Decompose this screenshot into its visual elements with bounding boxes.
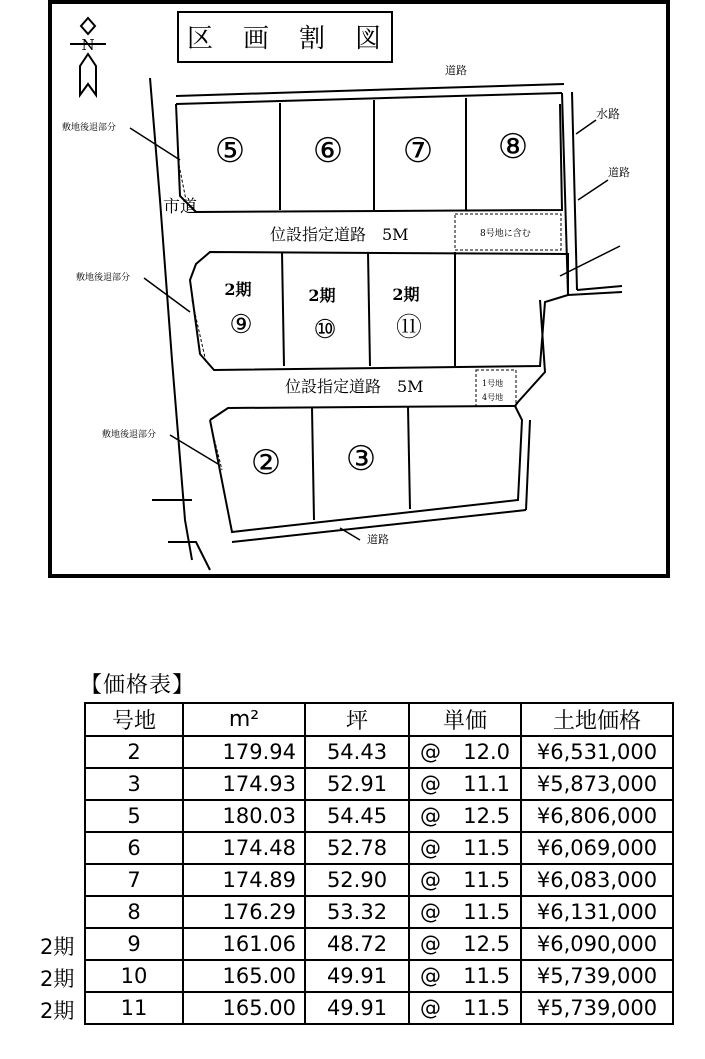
- north-arrow-icon: [70, 18, 106, 95]
- area-cell: 179.94: [183, 736, 305, 768]
- setback-label-3: 敷地後退部分: [102, 430, 157, 440]
- unit-price-cell: [409, 928, 521, 960]
- at-symbol: @: [420, 964, 441, 988]
- unit-price-value: 11.5: [463, 900, 510, 924]
- unit-price-cell: [409, 736, 521, 768]
- unit-price-cell: [409, 896, 521, 928]
- lot-9-phase: 2期: [224, 280, 252, 299]
- phase-tag: 2期: [40, 999, 75, 1023]
- road-bottom-label: 道路: [367, 533, 389, 546]
- table-row: [85, 768, 673, 800]
- lot-7-label: ⑦: [402, 131, 434, 171]
- lot-cell: 8: [85, 896, 183, 928]
- table-row: [85, 800, 673, 832]
- land-price-cell: ¥6,090,000: [521, 928, 673, 960]
- phase-tag: 2期: [40, 967, 75, 991]
- lot-cell: 10: [85, 960, 183, 992]
- lot-cell: 11: [85, 992, 183, 1024]
- at-symbol: @: [420, 804, 441, 828]
- area-cell: 174.93: [183, 768, 305, 800]
- note-small-2: 4号地: [482, 393, 504, 402]
- land-price-cell: ¥5,739,000: [521, 960, 673, 992]
- land-price-cell: ¥5,873,000: [521, 768, 673, 800]
- lot-5-label: ⑤: [214, 131, 246, 171]
- unit-price-cell: [409, 864, 521, 896]
- land-price-cell: ¥6,531,000: [521, 736, 673, 768]
- table-row: [85, 896, 673, 928]
- area-cell: 180.03: [183, 800, 305, 832]
- city-road-label: 市道: [163, 197, 197, 217]
- note-small-1: 1号地: [482, 379, 504, 388]
- map-title: 区 画 割 図: [186, 24, 384, 54]
- unit-price-value: 12.5: [463, 804, 510, 828]
- setback-label-2: 敷地後退部分: [76, 273, 131, 283]
- unit-price-cell: [409, 960, 521, 992]
- header-land-price: 土地価格: [521, 703, 673, 736]
- lot-8-label: ⑧: [497, 127, 529, 167]
- city-road-lines: [150, 78, 210, 570]
- tsubo-cell: 53.32: [305, 896, 409, 928]
- lot-cell: 3: [85, 768, 183, 800]
- price-table-body: [85, 736, 673, 1024]
- tsubo-cell: 54.43: [305, 736, 409, 768]
- table-row: [85, 928, 673, 960]
- tsubo-cell: 49.91: [305, 992, 409, 1024]
- header-unit-price: 単価: [409, 703, 521, 736]
- lot-6-label: ⑥: [312, 131, 344, 171]
- table-row: [85, 832, 673, 864]
- lot-3-label: ③: [345, 439, 377, 479]
- land-price-cell: ¥6,131,000: [521, 896, 673, 928]
- unit-price-cell: [409, 768, 521, 800]
- lot-11-label: ⑪: [395, 313, 423, 343]
- header-tsubo: 坪: [305, 703, 409, 736]
- tsubo-cell: 48.72: [305, 928, 409, 960]
- at-symbol: @: [420, 772, 441, 796]
- land-price-cell: ¥6,069,000: [521, 832, 673, 864]
- table-row: [85, 992, 673, 1024]
- header-lot: 号地: [85, 703, 183, 736]
- land-price-cell: ¥5,739,000: [521, 992, 673, 1024]
- roadway-label-1: 位設指定道路 5M: [270, 225, 409, 244]
- lot-10-label: ⑩: [313, 315, 337, 345]
- lot-2-label: ②: [250, 443, 282, 483]
- lot-cell: 5: [85, 800, 183, 832]
- unit-price-cell: [409, 800, 521, 832]
- road-top-label: 道路: [445, 64, 467, 77]
- lot-cell: 9: [85, 928, 183, 960]
- at-symbol: @: [420, 996, 441, 1020]
- phase-tag: 2期: [40, 935, 75, 959]
- table-row: [85, 960, 673, 992]
- table-row: [85, 864, 673, 896]
- area-cell: 165.00: [183, 992, 305, 1024]
- land-price-cell: ¥6,806,000: [521, 800, 673, 832]
- top-road: [176, 84, 564, 104]
- at-symbol: @: [420, 836, 441, 860]
- area-cell: 174.89: [183, 864, 305, 896]
- unit-price-value: 11.5: [463, 868, 510, 892]
- at-symbol: @: [420, 932, 441, 956]
- at-symbol: @: [420, 740, 441, 764]
- unit-price-value: 12.5: [463, 932, 510, 956]
- area-cell: 176.29: [183, 896, 305, 928]
- tsubo-cell: 52.91: [305, 768, 409, 800]
- unit-price-value: 12.0: [463, 740, 510, 764]
- unit-price-value: 11.5: [463, 964, 510, 988]
- price-table-header: [85, 703, 673, 736]
- unit-price-cell: [409, 992, 521, 1024]
- lot-cell: 7: [85, 864, 183, 896]
- area-cell: 161.06: [183, 928, 305, 960]
- lot-11-phase: 2期: [392, 285, 420, 304]
- north-label: N: [81, 36, 95, 54]
- roadway-label-2: 位設指定道路 5M: [285, 377, 424, 396]
- area-cell: 165.00: [183, 960, 305, 992]
- header-area: m²: [183, 703, 305, 736]
- price-table-title: 【価格表】: [80, 673, 196, 698]
- lot-cell: 6: [85, 832, 183, 864]
- unit-price-cell: [409, 832, 521, 864]
- water-channel-label: 水路: [596, 107, 621, 121]
- lot-9-label: ⑨: [229, 310, 253, 340]
- unit-price-value: 11.1: [463, 772, 510, 796]
- setback-label-1: 敷地後退部分: [62, 123, 117, 133]
- bottom-block: [210, 300, 545, 542]
- note-right: 8号地に含む: [480, 229, 531, 239]
- at-symbol: @: [420, 868, 441, 892]
- lot-labels: [215, 127, 528, 483]
- tsubo-cell: 49.91: [305, 960, 409, 992]
- at-symbol: @: [420, 900, 441, 924]
- tsubo-cell: 54.45: [305, 800, 409, 832]
- land-price-cell: ¥6,083,000: [521, 864, 673, 896]
- area-cell: 174.48: [183, 832, 305, 864]
- table-row: [85, 736, 673, 768]
- right-margin-note: [618, 226, 625, 234]
- price-table: [84, 702, 674, 1025]
- road-right-label: 道路: [608, 166, 630, 179]
- tsubo-cell: 52.90: [305, 864, 409, 896]
- unit-price-value: 11.5: [463, 996, 510, 1020]
- lot-10-phase: 2期: [308, 286, 336, 305]
- tsubo-cell: 52.78: [305, 832, 409, 864]
- unit-price-value: 11.5: [463, 836, 510, 860]
- lot-cell: 2: [85, 736, 183, 768]
